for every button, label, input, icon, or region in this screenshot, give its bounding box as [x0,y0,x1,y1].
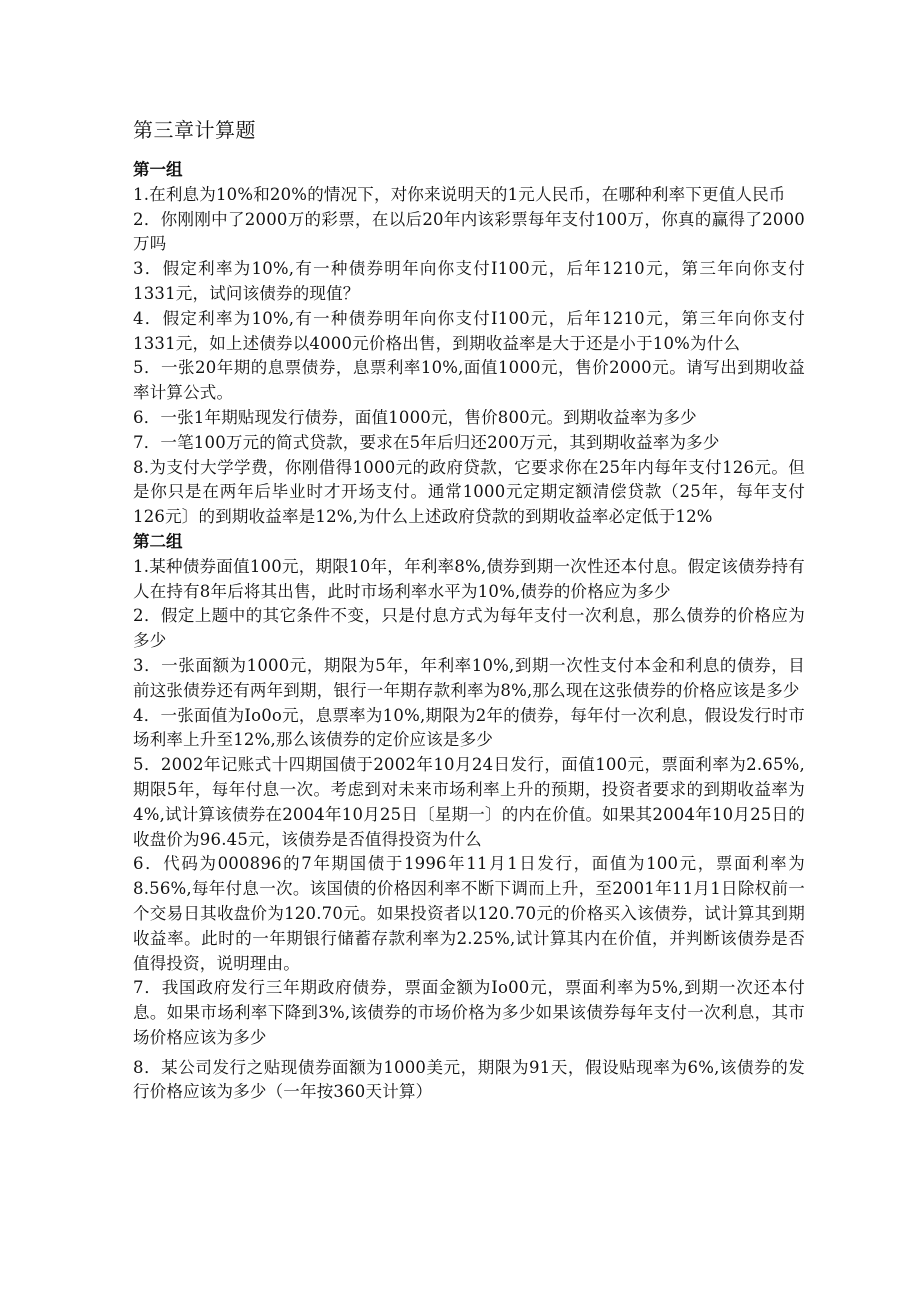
group-2-question: 8．某公司发行之贴现债券面额为1000美元，期限为91天，假设贴现率为6%,该债券的发行价格应该为多少（一年按360天计算） [133,1057,805,1102]
group-1-heading: 第一组 [133,160,183,179]
group-2-question: 1.某种债券面值100元，期限10年，年利率8%,债券到期一次性还本付息。假定该债券持有人在持有8年后将其出售，此时市场利率水平为10%,债券的价格应为多少 [133,556,805,601]
group-2-heading: 第二组 [133,531,183,551]
group-2-question: 3．一张面额为1000元，期限为5年，年利率10%,到期一次性支付本金和利息的债券，目前这张债券还有两年到期，银行一年期存款利率为8%,那么现在这张债券的价格应该是多少 [133,655,805,700]
group-1-question: 5．一张20年期的息票债券，息票利率10%,面值1000元，售价2000元。请写出到期收益率计算公式。 [133,358,805,403]
group-1-question: 3．假定利率为10%,有一种债券明年向你支付I100元，后年1210元，第三年向你支付1331元，试问该债券的现值？ [133,259,805,303]
group-1-question: 2．你刚刚中了2000万的彩票，在以后20年内该彩票每年支付100万，你真的赢得了2000万吗 [133,209,805,254]
page-title: 第三章计算题 [133,118,256,142]
group-1-question: 6．一张1年期贴现发行债券，面值1000元，售价800元。到期收益率为多少 [133,407,697,427]
group-2-question: 2．假定上题中的其它条件不变，只是付息方式为每年支付一次利息，那么债券的价格应为多少 [133,606,805,651]
group-2-question: 7．我国政府发行三年期政府债券，票面金额为Io00元，票面利率为5%,到期一次还本付息。如果市场利率下降到3%,该债券的市场价格为多少如果该债券每年支付一次利息，其市场价格应该为多少 [133,978,805,1047]
document-body [133,158,805,1105]
group-2-question: 6．代码为000896的7年期国债于1996年11月1日发行，面值为100元，票面利率为8.56%,每年付息一次。该国债的价格因利率不断下调而上升，至2001年11月1日除权前一个交易日其收盘价为120.70元。如果投资者以120.70元的价格买入该债券，试计算其到期收益率。此时的一年期银行储蓄存款利率为2.25%,试计算其内在价值，并判断该债券是否值得投资，说明理由。 [133,854,805,973]
group-1-question: 1.在利息为10%和20%的情况下，对你来说明天的1元人民币，在哪种利率下更值人民币 [133,184,786,204]
group-1-question: 4．假定利率为10%,有一种债券明年向你支付I100元，后年1210元，第三年向你支付1331元，如上述债券以4000元价格出售，到期收益率是大于还是小于10%为什么 [133,308,805,353]
group-2-question: 5．2002年记账式十四期国债于2002年10月24日发行，面值100元，票面利率为2.65%,期限5年，每年付息一次。考虑到对未来市场利率上升的预期，投资者要求的到期收益率为4%,试计算该债券在2004年10月25日〔星期一〕的内在价值。如果其2004年10月25日的收盘价为96.45元，该债券是否值得投资为什么 [133,755,805,849]
group-1-question: 8.为支付大学学费，你刚借得1000元的政府贷款，它要求你在25年内每年支付126元。但是你只是在两年后毕业时才开场支付。通常1000元定期定额清偿贷款（25年，每年支付126元〕的到期收益率是12%,为什么上述政府贷款的到期收益率必定低于12% [133,457,805,527]
group-1-question: 7．一笔100万元的简式贷款，要求在5年后归还200万元，其到期收益率为多少 [133,432,720,452]
group-2-question: 4．一张面值为Io0o元，息票率为10%,期限为2年的债券，每年付一次利息，假设发行时市场利率上升至12%,那么该债券的定价应该是多少 [133,705,805,750]
